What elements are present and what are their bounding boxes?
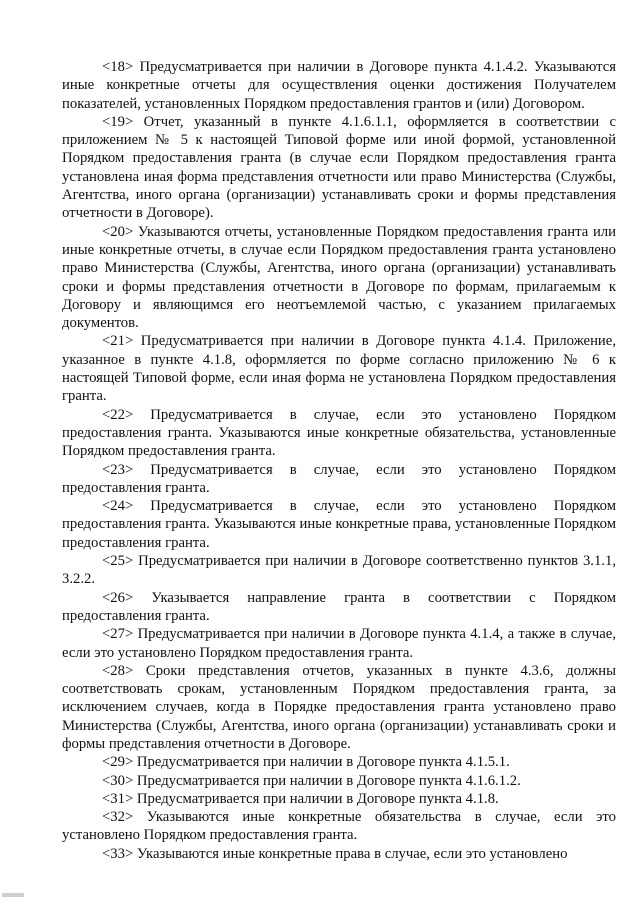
footnote-19: <19> Отчет, указанный в пункте 4.1.6.1.1, оформляется в соответствии с приложением № 5 к настоящей Типовой форме или иной формой, установленной Порядком предоставления гранта (в случае если Порядком предоставления гранта установлена иная форма представления отчетности или право Министерства (Службы, Агентства, иного органа (организации) устанавливать сроки и формы представления отчетности в Договоре). (62, 113, 616, 222)
footnote-24: <24> Предусматривается в случае, если это установлено Порядком предоставления гранта. Указываются иные конкретные права, установленные Порядком предоставления гранта. (62, 498, 616, 551)
footnote-25: <25> Предусматривается при наличии в Договоре соответственно пунктов 3.1.1, 3.2.2. (62, 553, 616, 588)
footnote-30: <30> Предусматривается при наличии в Договоре пункта 4.1.6.1.2. (102, 772, 521, 789)
footnote-31: <31> Предусматривается при наличии в Договоре пункта 4.1.8. (102, 790, 499, 807)
footnote-33: <33> Указываются иные конкретные права в случае, если это установлено (102, 845, 568, 862)
footnote-26: <26> Указывается направление гранта в соответствии с Порядком предоставления гранта. (62, 589, 616, 624)
footnote-32: <32> Указываются иные конкретные обязательства в случае, если это установлено Порядком предоставления гранта. (62, 809, 616, 844)
footnote-20: <20> Указываются отчеты, установленные Порядком предоставления гранта или иные конкретные отчеты, в случае если Порядком предоставления гранта установлено право Министерства (Службы, Агентства, иного органа (организации) устанавливать сроки и формы представления отчетности в Договоре по формам, прилагаемым к Договору и являющимся его неотъемлемой частью, с указанием прилагаемых документов. (62, 223, 616, 332)
document-body (62, 58, 616, 863)
footnote-23: <23> Предусматривается в случае, если это установлено Порядком предоставления гранта. (62, 461, 616, 496)
footnote-29: <29> Предусматривается при наличии в Договоре пункта 4.1.5.1. (102, 754, 510, 771)
footnote-18: <18> Предусматривается при наличии в Договоре пункта 4.1.4.2. Указываются иные конкретные отчеты для осуществления оценки достижения Получателем показателей, установленных Порядком предоставления грантов и (или) Договором. (62, 59, 616, 112)
footnote-27: <27> Предусматривается при наличии в Договоре пункта 4.1.4, а также в случае, если это установлено Порядком предоставления гранта. (62, 626, 616, 661)
footnote-22: <22> Предусматривается в случае, если это установлено Порядком предоставления гранта. Указываются иные конкретные обязательства, установленные Порядком предоставления гранта. (62, 406, 616, 460)
scan-mark (2, 893, 24, 897)
footnote-28: <28> Сроки представления отчетов, указанных в пункте 4.3.6, должны соответствовать срокам, установленным Порядком предоставления гранта, за исключением случаев, когда в Порядке предоставления гранта установлено право Министерства (Службы, Агентства, иного органа (организации) устанавливать сроки и формы представления отчетности в Договоре. (62, 662, 616, 752)
footnote-21: <21> Предусматривается при наличии в Договоре пункта 4.1.4. Приложение, указанное в пункте 4.1.8, оформляется по форме согласно приложению № 6 к настоящей Типовой форме, если иная форма не установлена Порядком предоставления гранта. (62, 333, 616, 405)
